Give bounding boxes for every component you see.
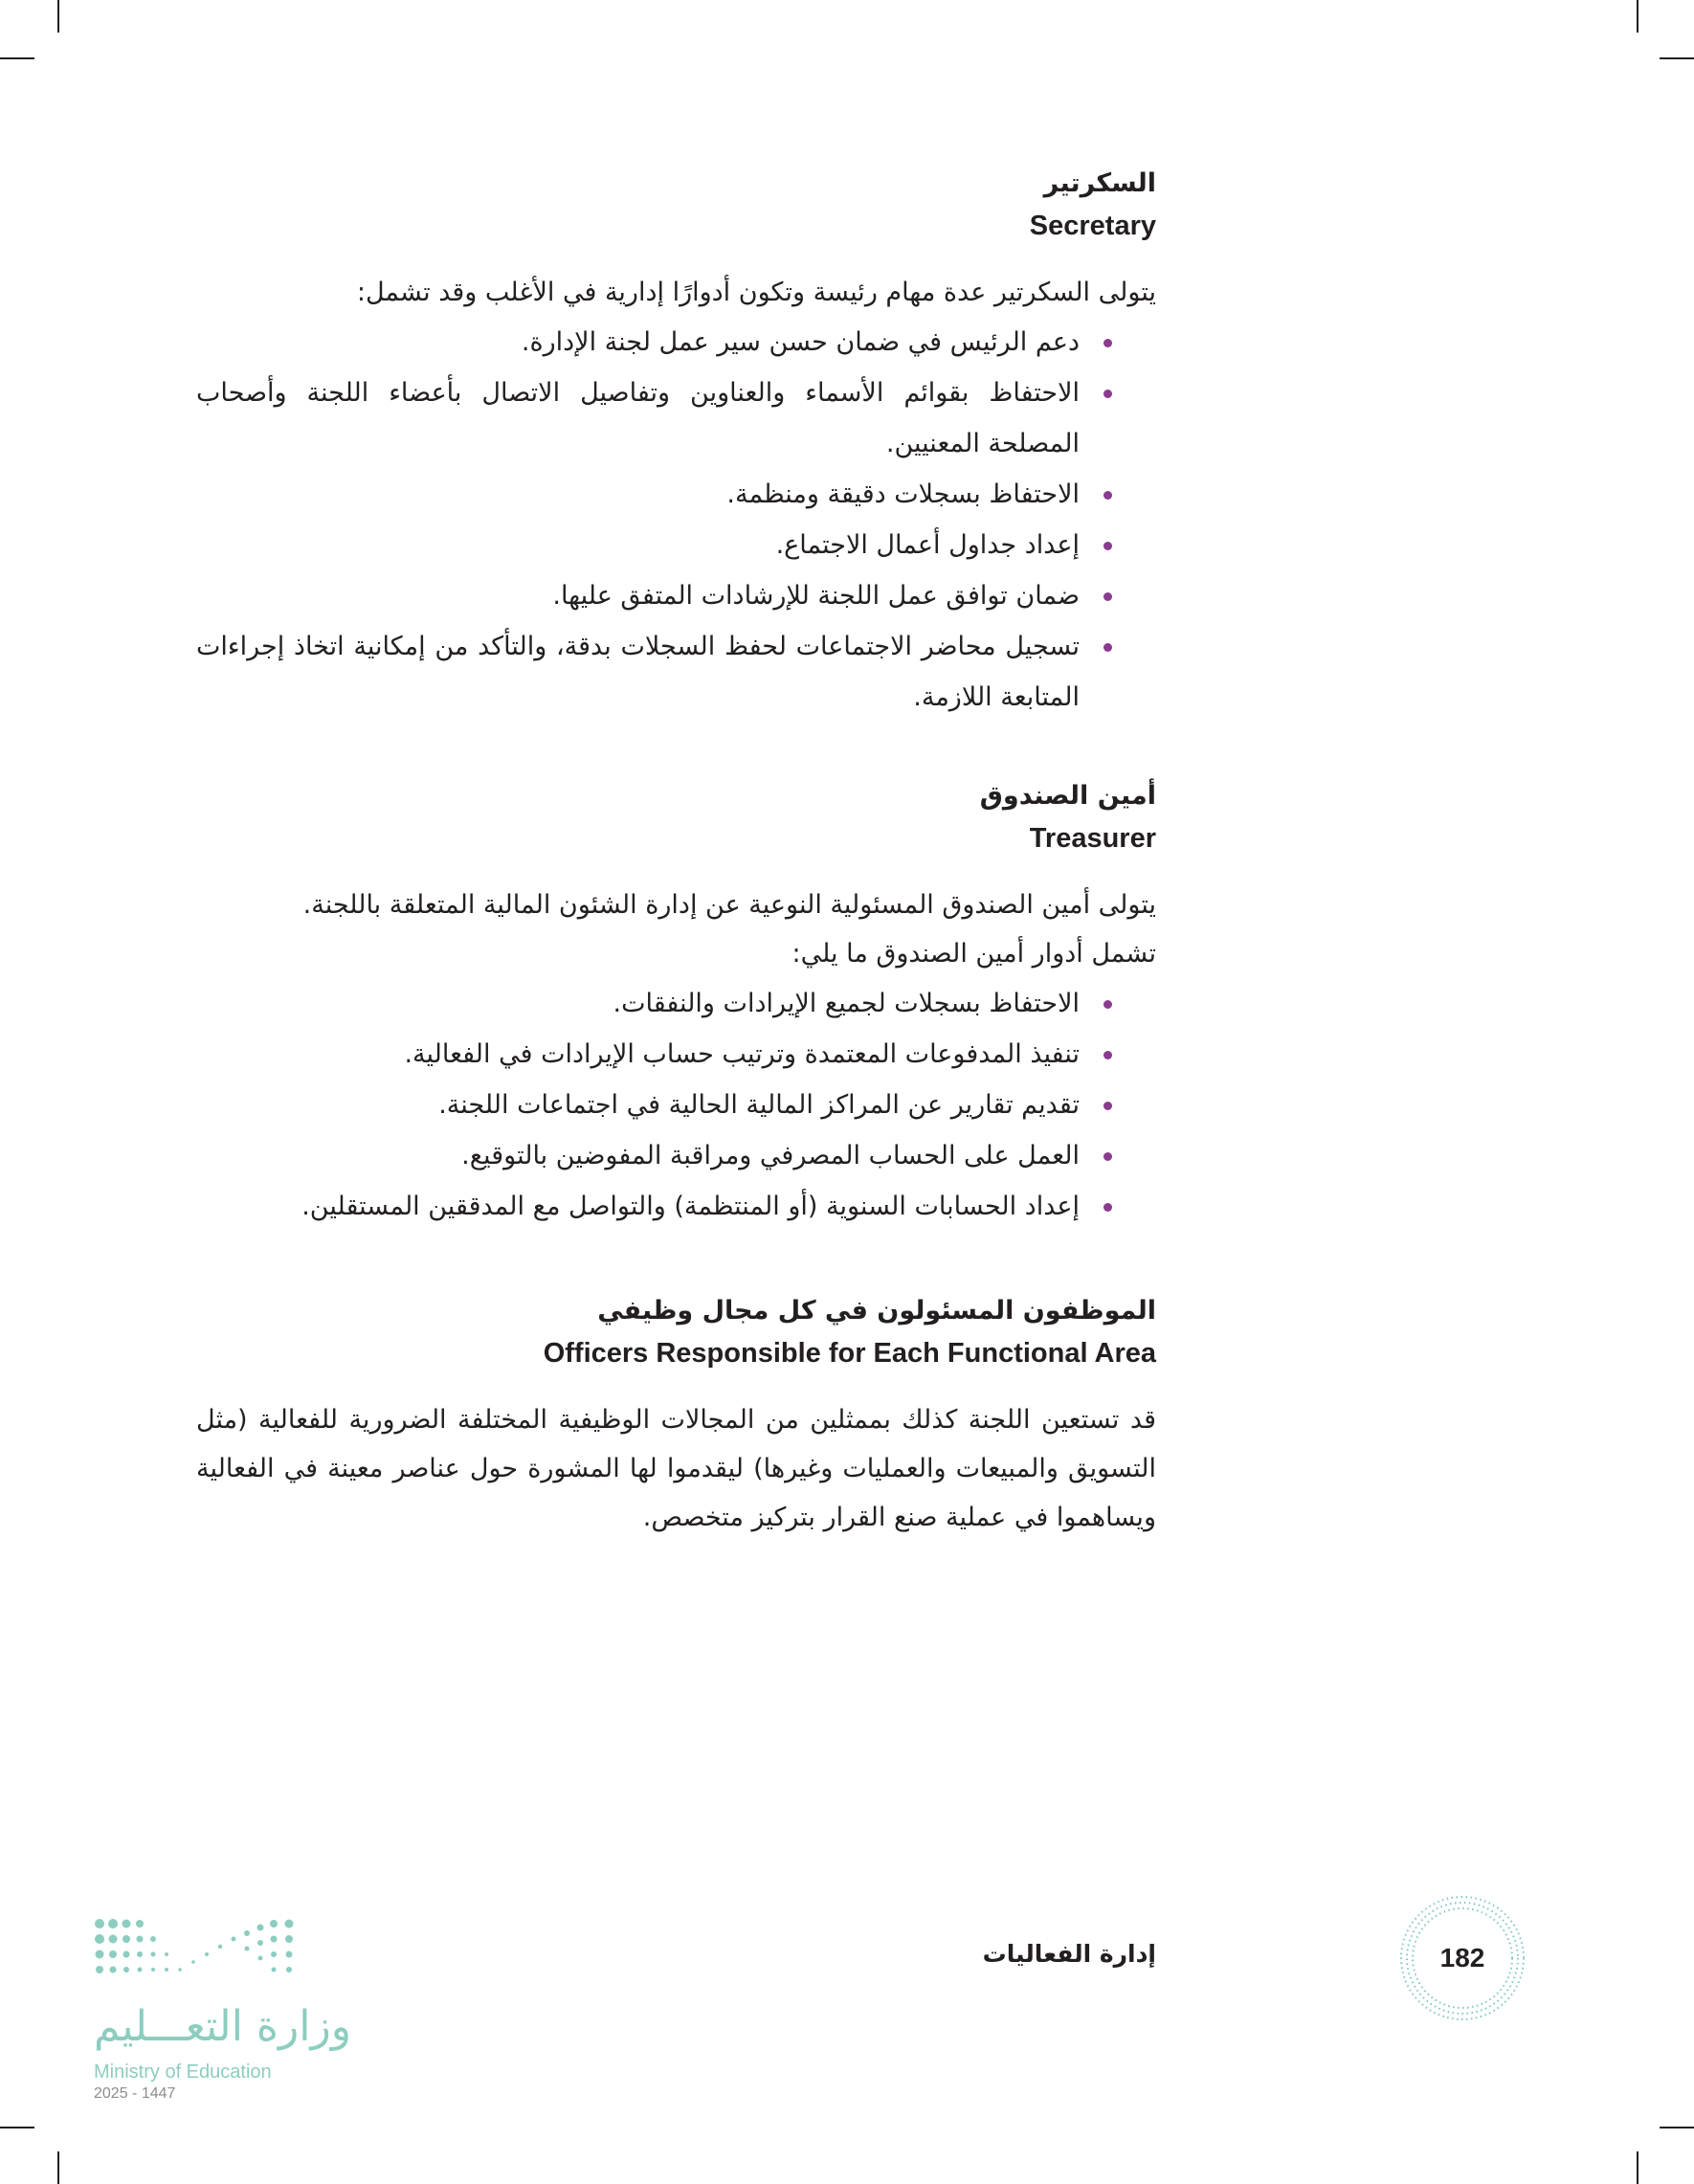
ministry-name-ar: وزارة التعـــليم <box>94 2002 351 2051</box>
list-item: الاحتفاظ بقوائم الأسماء والعناوين وتفاصيل الاتصال بأعضاء اللجنة وأصحاب المصلحة المعنيين. <box>196 368 1080 469</box>
crop-mark <box>0 57 34 59</box>
secretary-section <box>196 165 1156 723</box>
crop-mark <box>1660 2127 1694 2128</box>
list-item: العمل على الحساب المصرفي ومراقبة المفوضين بالتوقيع. <box>196 1130 1080 1181</box>
secretary-title-ar: السكرتير <box>1043 168 1156 198</box>
crop-mark <box>57 0 59 33</box>
book-title: إدارة الفعاليات <box>982 1940 1156 1968</box>
crop-mark <box>1637 2151 1638 2184</box>
secretary-title-en: Secretary <box>1029 211 1156 241</box>
secretary-bullet-list <box>196 317 1156 723</box>
crop-mark <box>1660 57 1694 59</box>
list-item: إعداد جداول أعمال الاجتماع. <box>196 520 1080 570</box>
list-item: تسجيل محاضر الاجتماعات لحفظ السجلات بدقة، والتأكد من إمكانية اتخاذ إجراءات المتابعة اللازمة. <box>196 621 1080 723</box>
list-item: تقديم تقارير عن المراكز المالية الحالية في اجتماعات اللجنة. <box>196 1080 1080 1130</box>
officers-title-en: Officers Responsible for Each Functional Area <box>543 1338 1156 1369</box>
list-item: دعم الرئيس في ضمان حسن سير عمل لجنة الإدارة. <box>196 317 1080 368</box>
treasurer-section <box>196 777 1156 1232</box>
officers-section <box>196 1292 1156 1542</box>
treasurer-bullet-list <box>196 978 1156 1232</box>
officers-body: قد تستعين اللجنة كذلك بممثلين من المجالات الوظيفية المختلفة الضرورية للفعالية (مثل التسويق والمبيعات والعمليات وغيرها) ليقدموا لها المشورة حول عناصر معينة في الفعالية ويساهموا في عملية صنع القرار بتركيز متخصص. <box>196 1405 1156 1532</box>
page-number: 182 <box>1439 1943 1485 1972</box>
ministry-name-en: Ministry of Education <box>94 2061 272 2083</box>
list-item: ضمان توافق عمل اللجنة للإرشادات المتفق عليها. <box>196 570 1080 621</box>
crop-mark <box>57 2151 59 2184</box>
officers-title-ar: الموظفون المسئولون في كل مجال وظيفي <box>597 1296 1156 1326</box>
treasurer-title-ar: أمين الصندوق <box>979 781 1156 811</box>
ministry-year: 2025 - 1447 <box>94 2085 176 2102</box>
secretary-intro: يتولى السكرتير عدة مهام رئيسة وتكون أدوارًا إدارية في الأغلب وقد تشمل: <box>356 278 1156 307</box>
treasurer-title-en: Treasurer <box>1029 823 1156 854</box>
ministry-logo-dots-icon <box>94 1916 300 1979</box>
list-item: الاحتفاظ بسجلات دقيقة ومنظمة. <box>196 469 1080 520</box>
list-item: تنفيذ المدفوعات المعتمدة وترتيب حساب الإيرادات في الفعالية. <box>196 1029 1080 1080</box>
treasurer-intro-2: تشمل أدوار أمين الصندوق ما يلي: <box>791 939 1156 969</box>
list-item: الاحتفاظ بسجلات لجميع الإيرادات والنفقات. <box>196 978 1080 1029</box>
crop-mark <box>1637 0 1638 33</box>
treasurer-intro-1: يتولى أمين الصندوق المسئولية النوعية عن إدارة الشئون المالية المتعلقة باللجنة. <box>302 890 1156 920</box>
crop-mark <box>0 2127 34 2128</box>
list-item: إعداد الحسابات السنوية (أو المنتظمة) والتواصل مع المدققين المستقلين. <box>196 1181 1080 1232</box>
